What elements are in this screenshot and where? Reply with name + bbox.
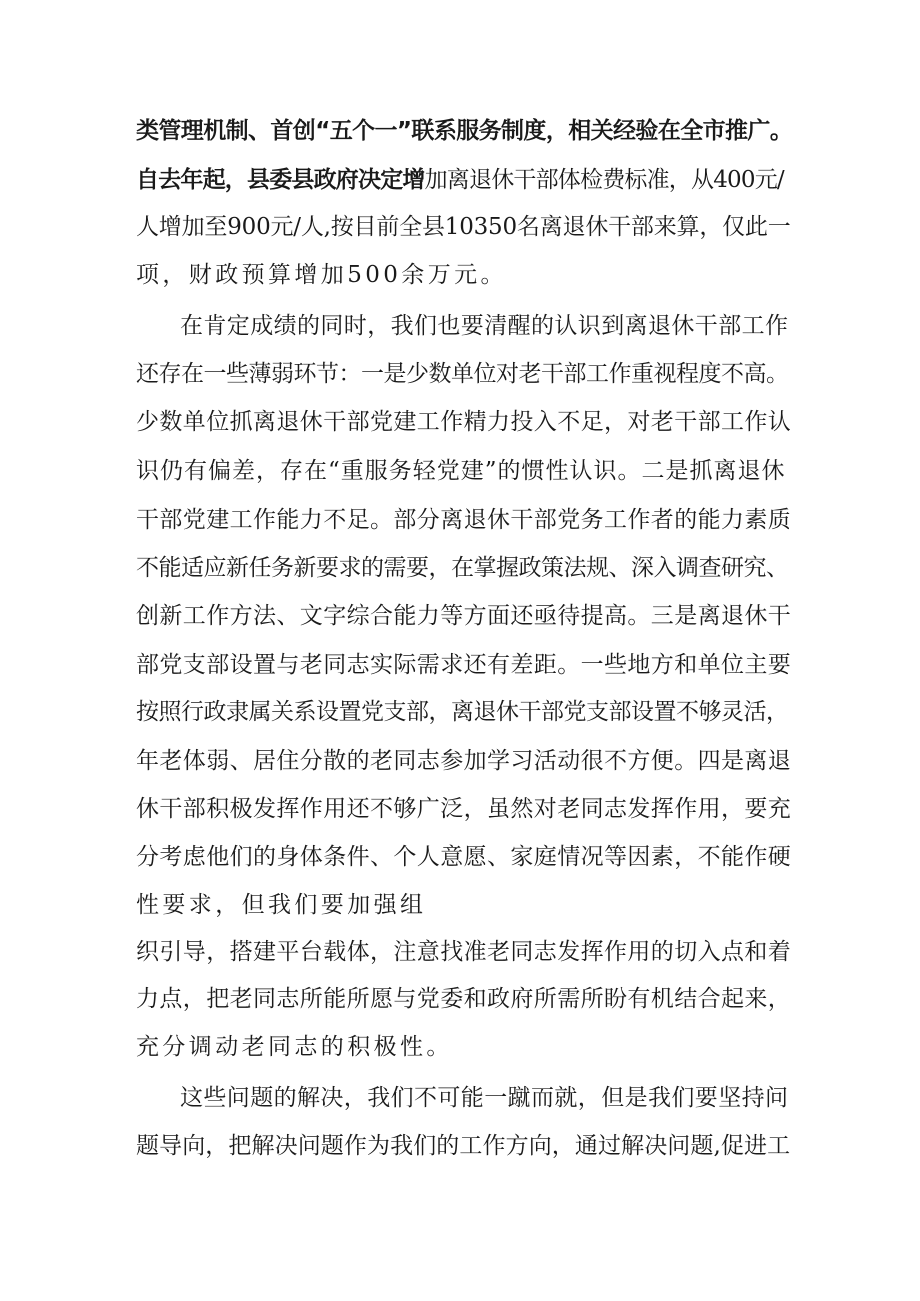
text-line-8: 识仍有偏差，存在“重服务轻党建”的惯性认识。二是抓离退休 — [136, 458, 786, 484]
text-line-16: 分考虑他们的身体条件、个人意愿、家庭情况等因素，不能作硬 — [136, 844, 792, 870]
text-line-6: 还存在一些薄弱环节：一是少数单位对老干部工作重视程度不高。 — [136, 361, 789, 387]
text-line-2-bold: 自去年起，县委县政府决定增 — [136, 167, 425, 193]
text-line-2-rest: 加离退休干部体检费标准，从400元/ — [424, 167, 784, 193]
text-line-12: 部党支部设置与老同志实际需求还有差距。一些地方和单位主要 — [136, 652, 792, 678]
text-line-1: 类管理机制、首创“五个一”联系服务制度，相关经验在全市推广。 — [136, 118, 793, 144]
text-line-7: 少数单位抓离退休干部党建工作精力投入不足，对老干部工作认 — [136, 409, 792, 435]
text-line-18: 织引导，搭建平台载体，注意找准老同志发挥作用的切入点和着 — [136, 939, 792, 965]
text-line-2 — [136, 165, 784, 195]
text-line-22: 题导向，把解决问题作为我们的工作方向，通过解决问题,促进工 — [136, 1133, 791, 1159]
text-line-20: 充分调动老同志的积极性。 — [136, 1034, 453, 1060]
text-line-3: 人增加至900元/人,按目前全县10350名离退休干部来算，仅此一 — [136, 214, 791, 240]
text-line-13: 按照行政隶属关系设置党支部，离退休干部党支部设置不够灵活， — [136, 699, 789, 725]
text-line-9: 干部党建工作能力不足。部分离退休干部党务工作者的能力素质 — [136, 507, 792, 533]
text-line-4: 项，财政预算增加500余万元。 — [136, 262, 507, 288]
text-line-5: 在肯定成绩的同时，我们也要清醒的认识到离退休干部工作 — [180, 313, 789, 339]
text-line-19: 力点，把老同志所能所愿与党委和政府所需所盼有机结合起来， — [136, 986, 792, 1012]
text-line-11: 创新工作方法、文字综合能力等方面还亟待提高。三是离退休干 — [136, 603, 792, 629]
text-line-14: 年老体弱、居住分散的老同志参加学习活动很不方便。四是离退 — [136, 748, 792, 774]
text-line-15: 休干部积极发挥作用还不够广泛，虽然对老同志发挥作用，要充 — [136, 796, 792, 822]
text-line-17: 性要求，但我们要加强组 — [136, 892, 427, 918]
text-line-21: 这些问题的解决，我们不可能一蹴而就，但是我们要坚持问 — [180, 1085, 789, 1111]
text-line-10: 不能适应新任务新要求的需要，在掌握政策法规、深入调查研究、 — [136, 555, 789, 581]
